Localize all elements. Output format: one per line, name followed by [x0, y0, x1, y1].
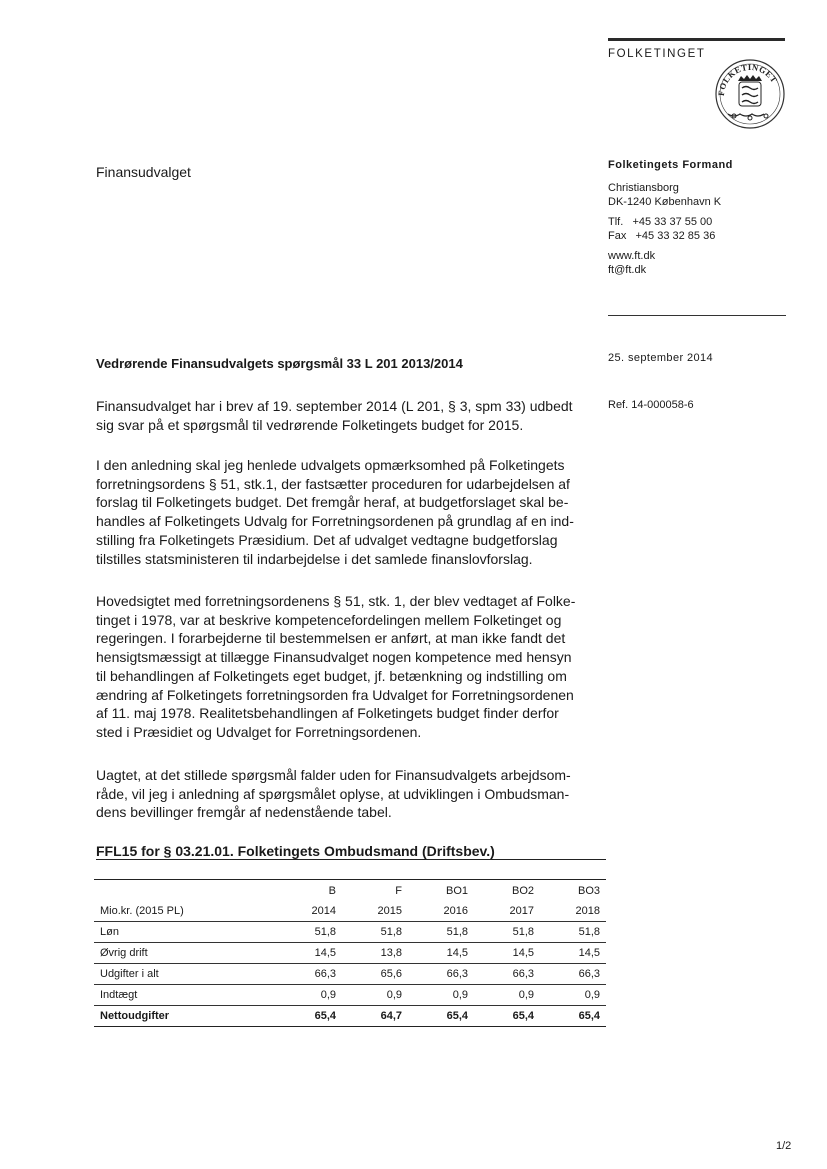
header-cell: F — [342, 880, 408, 902]
table-header-row — [94, 901, 606, 922]
row-label: Løn — [94, 922, 276, 943]
page-number: 1/2 — [776, 1140, 792, 1152]
table-header-row — [94, 880, 606, 902]
table-cell: 65,6 — [342, 964, 408, 985]
table-cell: 0,9 — [540, 985, 606, 1006]
table-row — [94, 943, 606, 964]
text-line: Uagtet, at det stillede spørgsmål falder uden for Finansudvalgets arbejdsom- — [96, 767, 571, 783]
sender-fax: Fax +45 33 32 85 36 — [608, 230, 716, 242]
text-line: forretningsordens § 51, stk.1, der fastsætter proceduren for udarbejdelsen af — [96, 475, 570, 492]
header-cell: 2016 — [408, 901, 474, 922]
org-name: FOLKETINGET — [608, 48, 706, 60]
text-line: handles af Folketingets Udvalg for Forretningsordenen på grundlag af en ind- — [96, 513, 574, 530]
sender-email: ft@ft.dk — [608, 264, 647, 276]
text-line: af 11. maj 1978. Realitetsbehandlingen af Folketingets budget finder derfor — [96, 705, 559, 722]
header-cell: BO3 — [540, 880, 606, 902]
text-line: sted i Præsidiet og Udvalget for Forretningsordenen. — [96, 723, 422, 740]
sender-website: www.ft.dk — [608, 250, 656, 262]
table-cell: 0,9 — [474, 985, 540, 1006]
header-cell — [94, 880, 276, 902]
table-cell: 65,4 — [540, 1006, 606, 1027]
sender-address-line2: DK-1240 København K — [608, 196, 722, 208]
table-cell: 51,8 — [408, 922, 474, 943]
header-cell: 2015 — [342, 901, 408, 922]
table-cell: 14,5 — [276, 943, 342, 964]
text-line: regeringen. I forarbejderne til bestemmelsen er anført, at man ikke fandt det — [96, 630, 566, 647]
table-cell: 66,3 — [540, 964, 606, 985]
header-cell: 2018 — [540, 901, 606, 922]
header-cell: Mio.kr. (2015 PL) — [94, 901, 276, 922]
row-label: Indtægt — [94, 985, 276, 1006]
text-line: I den anledning skal jeg henlede udvalgets opmærksomhed på Folketingets — [96, 457, 565, 473]
table-cell: 66,3 — [408, 964, 474, 985]
body-paragraph-2 — [96, 456, 596, 568]
table-cell: 14,5 — [408, 943, 474, 964]
table-cell: 0,9 — [342, 985, 408, 1006]
row-label: Nettoudgifter — [94, 1006, 276, 1027]
sidebar-divider — [608, 315, 786, 316]
text-line: Hovedsigtet med forretningsordenens § 51, stk. 1, der blev vedtaget af Folke- — [96, 593, 576, 609]
text-line: råde, vil jeg i anledning af spørgsmålet oplyse, at udviklingen i Ombudsman- — [96, 785, 570, 802]
svg-text:FOLKETINGET: FOLKETINGET — [715, 61, 780, 97]
text-line: sig svar på et spørgsmål til vedrørende Folketingets budget for 2015. — [96, 416, 524, 433]
budget-table — [94, 879, 606, 1027]
table-cell: 66,3 — [276, 964, 342, 985]
table-cell: 51,8 — [342, 922, 408, 943]
text-line: dens bevillinger fremgår af nedenstående tabel. — [96, 804, 392, 821]
text-line: stilling fra Folketingets Præsidium. Det af udvalget vedtagne budgetforslag — [96, 531, 558, 548]
table-row — [94, 985, 606, 1006]
table-cell: 51,8 — [474, 922, 540, 943]
text-line: tilstilles statsministeren til indarbejdelse i det samlede finanslovforslag. — [96, 550, 533, 567]
sender-address-line1: Christiansborg — [608, 182, 679, 194]
body-paragraph-3 — [96, 592, 596, 742]
header-cell: BO1 — [408, 880, 474, 902]
recipient: Finansudvalget — [96, 164, 191, 180]
table-cell: 14,5 — [474, 943, 540, 964]
text-line: hensigtsmæssigt at tillægge Finansudvalget nogen kompetence med hensyn — [96, 649, 572, 666]
table-cell: 0,9 — [276, 985, 342, 1006]
folketinget-seal — [714, 58, 786, 130]
row-label: Øvrig drift — [94, 943, 276, 964]
table-cell: 65,4 — [276, 1006, 342, 1027]
table-total-row — [94, 1006, 606, 1027]
table-cell: 13,8 — [342, 943, 408, 964]
header-cell: 2014 — [276, 901, 342, 922]
table-cell: 0,9 — [408, 985, 474, 1006]
table-cell: 65,4 — [408, 1006, 474, 1027]
header-cell: B — [276, 880, 342, 902]
table-row — [94, 964, 606, 985]
header-cell: 2017 — [474, 901, 540, 922]
table-cell: 51,8 — [276, 922, 342, 943]
body-paragraph-1 — [96, 397, 596, 434]
sender-phone: Tlf. +45 33 37 55 00 — [608, 216, 713, 228]
letter-subject: Vedrørende Finansudvalgets spørgsmål 33 L 201 2013/2014 — [96, 356, 463, 371]
table-heading-rule — [96, 859, 606, 860]
table-cell: 65,4 — [474, 1006, 540, 1027]
table-cell: 66,3 — [474, 964, 540, 985]
row-label: Udgifter i alt — [94, 964, 276, 985]
reference-number: Ref. 14-000058-6 — [608, 399, 694, 411]
text-line: tinget i 1978, var at beskrive kompetencefordelingen mellem Folketinget og — [96, 611, 562, 628]
sender-office: Folketingets Formand — [608, 159, 733, 171]
table-cell: 64,7 — [342, 1006, 408, 1027]
table-row — [94, 922, 606, 943]
table-heading: FFL15 for § 03.21.01. Folketingets Ombudsmand (Driftsbev.) — [96, 843, 495, 859]
text-line: ændring af Folketingets forretningsorden fra Udvalget for Forretningsordenen — [96, 686, 574, 703]
text-line: til behandlingen af Folketingets eget budget, jf. betænkning og indstilling om — [96, 667, 567, 684]
header-rule — [608, 38, 785, 41]
table-cell: 14,5 — [540, 943, 606, 964]
table-cell: 51,8 — [540, 922, 606, 943]
header-cell: BO2 — [474, 880, 540, 902]
letter-date: 25. september 2014 — [608, 352, 714, 364]
text-line: forslag til Folketingets budget. Det fremgår heraf, at budgetforslaget skal be- — [96, 494, 569, 511]
body-paragraph-4 — [96, 766, 596, 822]
text-line: Finansudvalget har i brev af 19. september 2014 (L 201, § 3, spm 33) udbedt — [96, 398, 573, 414]
